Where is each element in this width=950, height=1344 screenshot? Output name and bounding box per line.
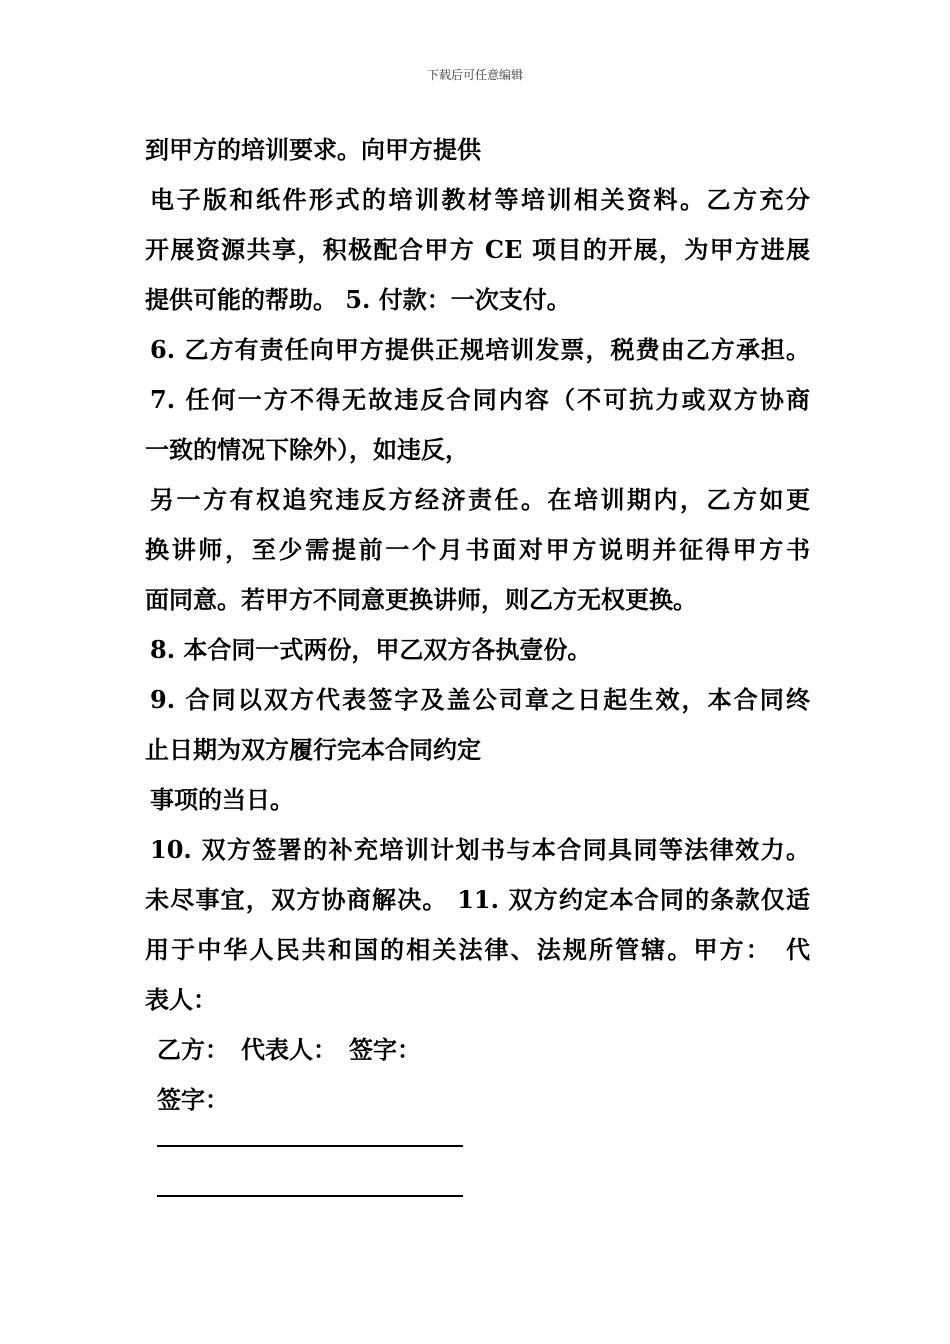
text-line: 提供可能的帮助。 5. 付款：一次支付。 bbox=[145, 285, 571, 314]
text-line: 开展资源共享，积极配合甲方 CE 项目的开展，为甲方进展 bbox=[145, 235, 810, 264]
text-line: 一致的情况下除外），如违反， bbox=[145, 435, 469, 464]
text-line: 未尽事宜，双方协商解决。 11. 双方约定本合同的条款仅适 bbox=[145, 885, 810, 914]
text-line: 面同意。若甲方不同意更换讲师，则乙方无权更换。 bbox=[145, 585, 697, 614]
text-line: 另一方有权追究违反方经济责任。在培训期内，乙方如更 bbox=[150, 485, 810, 514]
text-line: 6. 乙方有责任向甲方提供正规培训发票，税费由乙方承担。 bbox=[150, 335, 810, 364]
signature-labels-line: 乙方： 代表人： 签字： bbox=[157, 1035, 421, 1064]
text-line: 7. 任何一方不得无故违反合同内容（不可抗力或双方协商 bbox=[150, 385, 810, 414]
signature-line bbox=[157, 1145, 463, 1147]
signature-line bbox=[157, 1195, 463, 1197]
text-line: 止日期为双方履行完本合同约定 bbox=[145, 735, 481, 764]
text-line: 事项的当日。 bbox=[150, 785, 294, 814]
contract-body bbox=[145, 125, 810, 1125]
text-line: 换讲师，至少需提前一个月书面对甲方说明并征得甲方书 bbox=[145, 535, 810, 564]
text-line: 电子版和纸件形式的培训教材等培训相关资料。乙方充分 bbox=[150, 185, 810, 214]
text-line: 8. 本合同一式两份，甲乙双方各执壹份。 bbox=[150, 635, 592, 664]
text-line: 9. 合同以双方代表签字及盖公司章之日起生效，本合同终 bbox=[150, 685, 810, 714]
page-header: 下载后可任意编辑 bbox=[426, 68, 523, 82]
signature-label-line: 签字： bbox=[157, 1085, 229, 1114]
text-line: 10. 双方签署的补充培训计划书与本合同具同等法律效力。 bbox=[150, 835, 810, 864]
text-line: 用于中华人民共和国的相关法律、法规所管辖。甲方： 代 bbox=[145, 935, 810, 964]
text-line: 到甲方的培训要求。向甲方提供 bbox=[145, 135, 481, 164]
text-line: 表人： bbox=[145, 985, 217, 1014]
